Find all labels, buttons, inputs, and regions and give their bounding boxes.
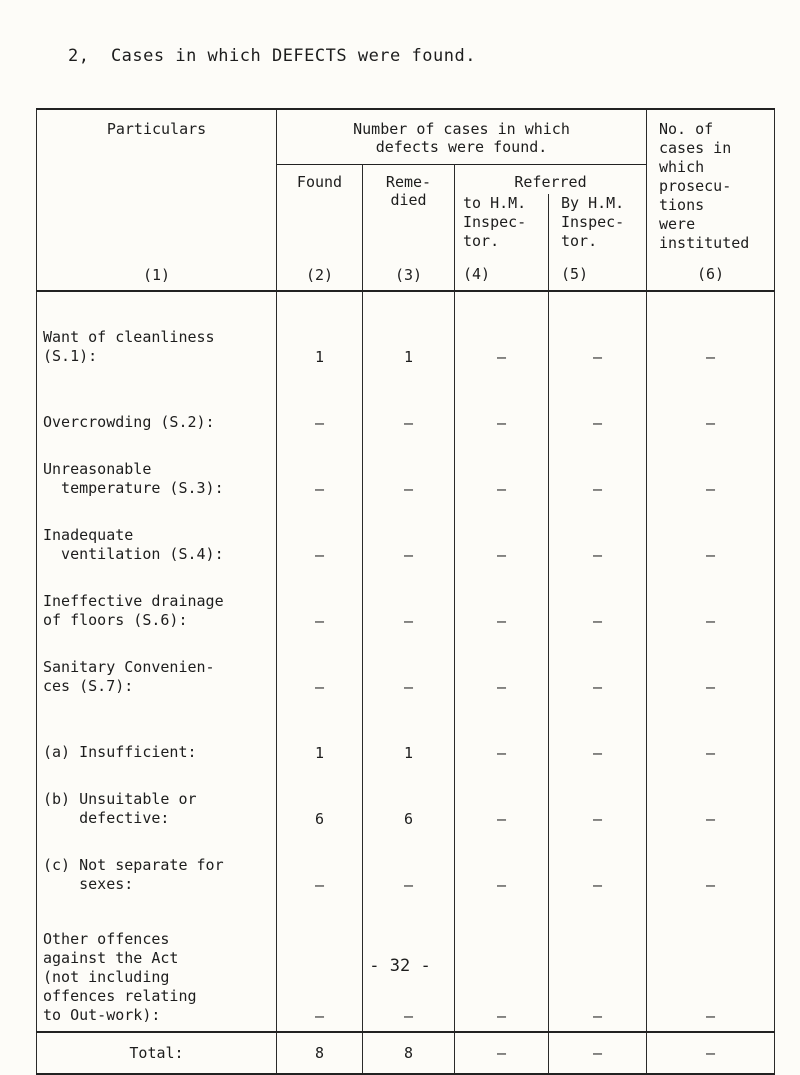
row-particular: Want of cleanliness (S.1): bbox=[43, 328, 215, 365]
cell-by-hm: – bbox=[549, 702, 647, 768]
header-referred-label: Referred bbox=[514, 173, 587, 191]
cell-to-hm: – bbox=[455, 504, 549, 570]
cell-found: 1 bbox=[277, 702, 363, 768]
header-to-hm-inspector bbox=[455, 194, 549, 291]
table-row bbox=[37, 636, 775, 702]
cell-to-hm: – bbox=[455, 702, 549, 768]
col-number-6: (6) bbox=[696, 265, 725, 283]
table-row bbox=[37, 504, 775, 570]
col-number-4: (4) bbox=[463, 265, 491, 283]
cell-by-hm: – bbox=[549, 900, 647, 1032]
header-by-hm-label: By H.M. Inspec- tor. bbox=[561, 194, 625, 250]
total-remedied: 8 bbox=[363, 1032, 455, 1074]
cell-to-hm: – bbox=[455, 372, 549, 438]
cell-prosecutions: – bbox=[647, 768, 775, 834]
header-remedied-label: Reme- died bbox=[385, 173, 432, 209]
cell-found: – bbox=[277, 438, 363, 504]
defects-table bbox=[36, 108, 775, 1075]
cell-found: – bbox=[277, 372, 363, 438]
cell-remedied: – bbox=[363, 900, 455, 1032]
col-number-5: (5) bbox=[561, 265, 589, 283]
table-row bbox=[37, 768, 775, 834]
cell-remedied: – bbox=[363, 504, 455, 570]
cell-remedied: – bbox=[363, 372, 455, 438]
row-particular: Other offences against the Act (not including offences relating to Out-work): bbox=[43, 930, 197, 1024]
row-particular: Overcrowding (S.2): bbox=[43, 413, 215, 431]
header-prosecutions bbox=[647, 109, 775, 291]
cell-found: – bbox=[277, 636, 363, 702]
row-particular: Ineffective drainage of floors (S.6): bbox=[43, 592, 224, 629]
total-to-hm: – bbox=[455, 1032, 549, 1074]
cell-remedied: – bbox=[363, 834, 455, 900]
table-row bbox=[37, 702, 775, 768]
row-particular: (b) Unsuitable or defective: bbox=[43, 790, 197, 827]
header-remedied bbox=[363, 165, 455, 292]
total-label: Total: bbox=[37, 1032, 277, 1074]
cell-prosecutions: – bbox=[647, 504, 775, 570]
header-found-label: Found bbox=[296, 173, 343, 191]
col-number-2: (2) bbox=[305, 266, 334, 284]
table-row bbox=[37, 570, 775, 636]
cell-remedied: – bbox=[363, 570, 455, 636]
cell-prosecutions: – bbox=[647, 438, 775, 504]
table-row bbox=[37, 372, 775, 438]
table-row bbox=[37, 291, 775, 372]
cell-by-hm: – bbox=[549, 768, 647, 834]
header-number-of-cases-label: Number of cases in which defects were found. bbox=[353, 120, 570, 156]
header-by-hm-inspector bbox=[549, 194, 647, 291]
cell-found: – bbox=[277, 900, 363, 1032]
page-number: - 32 - bbox=[369, 956, 431, 976]
table-row bbox=[37, 834, 775, 900]
cell-by-hm: – bbox=[549, 291, 647, 372]
row-particular: (c) Not separate for sexes: bbox=[43, 856, 224, 893]
row-particular: Inadequate ventilation (S.4): bbox=[43, 526, 224, 563]
col-number-3: (3) bbox=[394, 266, 423, 284]
total-prosecutions: – bbox=[647, 1032, 775, 1074]
cell-prosecutions: – bbox=[647, 702, 775, 768]
cell-remedied: 1 bbox=[363, 702, 455, 768]
cell-to-hm: – bbox=[455, 900, 549, 1032]
cell-to-hm: – bbox=[455, 834, 549, 900]
header-particulars-label: Particulars bbox=[106, 120, 207, 138]
cell-found: – bbox=[277, 834, 363, 900]
row-particular: Sanitary Convenien- ces (S.7): bbox=[43, 658, 215, 695]
header-found bbox=[277, 165, 363, 292]
cell-prosecutions: – bbox=[647, 570, 775, 636]
cell-prosecutions: – bbox=[647, 834, 775, 900]
cell-prosecutions: – bbox=[647, 291, 775, 372]
row-particular: Unreasonable temperature (S.3): bbox=[43, 460, 224, 497]
cell-by-hm: – bbox=[549, 504, 647, 570]
cell-found: – bbox=[277, 504, 363, 570]
total-found: 8 bbox=[277, 1032, 363, 1074]
cell-remedied: – bbox=[363, 438, 455, 504]
cell-remedied: – bbox=[363, 636, 455, 702]
cell-prosecutions: – bbox=[647, 636, 775, 702]
cell-found: – bbox=[277, 570, 363, 636]
header-number-of-cases bbox=[277, 109, 647, 165]
cell-found: 6 bbox=[277, 768, 363, 834]
cell-prosecutions: – bbox=[647, 900, 775, 1032]
cell-found: 1 bbox=[277, 291, 363, 372]
cell-by-hm: – bbox=[549, 636, 647, 702]
cell-remedied: 1 bbox=[363, 291, 455, 372]
cell-to-hm: – bbox=[455, 438, 549, 504]
total-by-hm: – bbox=[549, 1032, 647, 1074]
cell-to-hm: – bbox=[455, 768, 549, 834]
cell-to-hm: – bbox=[455, 636, 549, 702]
cell-to-hm: – bbox=[455, 291, 549, 372]
col-number-1: (1) bbox=[142, 266, 171, 284]
cell-remedied: 6 bbox=[363, 768, 455, 834]
cell-by-hm: – bbox=[549, 570, 647, 636]
header-prosecutions-label: No. of cases in which prosecu- tions were instituted bbox=[659, 120, 750, 252]
cell-by-hm: – bbox=[549, 834, 647, 900]
row-particular: (a) Insufficient: bbox=[43, 743, 197, 761]
cell-by-hm: – bbox=[549, 372, 647, 438]
header-to-hm-label: to H.M. Inspec- tor. bbox=[463, 194, 527, 250]
cell-by-hm: – bbox=[549, 438, 647, 504]
page-title: 2, Cases in which DEFECTS were found. bbox=[68, 46, 476, 66]
header-particulars bbox=[37, 109, 277, 291]
cell-to-hm: – bbox=[455, 570, 549, 636]
header-referred bbox=[455, 165, 647, 195]
total-row bbox=[37, 1032, 775, 1074]
cell-prosecutions: – bbox=[647, 372, 775, 438]
table-row bbox=[37, 438, 775, 504]
